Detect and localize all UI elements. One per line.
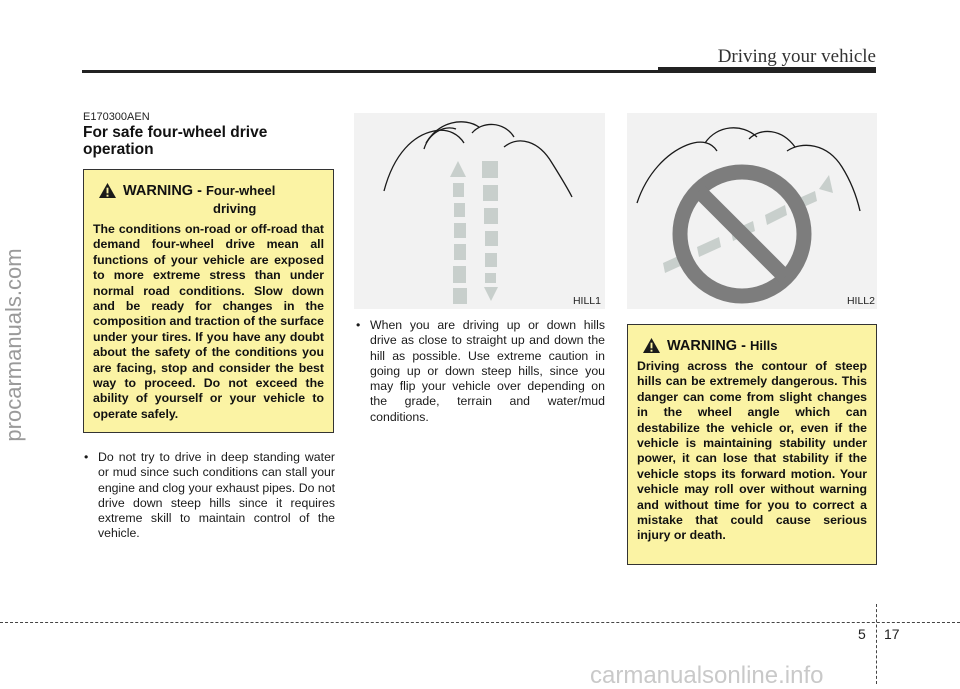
hill-climb-illustration: [354, 113, 605, 309]
page-number: 17: [884, 626, 900, 642]
hill-traverse-prohibited-illustration: [627, 113, 877, 309]
bullet-text: Do not try to drive in deep standing water or mud since such conditions can stall your engine and clog your exhaust pipes. Do not drive down steep hills since it requires extreme skill to maintain control of the vehicle.: [98, 450, 335, 541]
warning-subject-line2: [93, 200, 324, 218]
warning-box-four-wheel: [83, 169, 334, 433]
warning-header: [637, 337, 867, 355]
warning-header: [93, 182, 324, 200]
side-watermark: procarmanuals.com: [1, 248, 26, 442]
bullet-marker: •: [84, 450, 89, 464]
warning-box-hills: [627, 324, 877, 565]
warning-title: [123, 182, 275, 200]
warning-body: Driving across the contour of steep hills can be extremely dangerous. This danger can come from slight changes in the wheel angle which can destabilize the vehicle or, even if the vehicle is maintaining stability under power, it can lose that stability if the vehicle stops its forward motion. Your vehicle may roll over without warning and without time for you to correct a mistake that could cause serious injury or death.: [637, 359, 867, 543]
bullet-marker: •: [356, 318, 361, 332]
warning-body: The conditions on-road or off-road that demand four-wheel drive mean all functions of your vehicle are exposed to more extreme stress than under normal road conditions. Slow down and be ready for changes in the composition and traction of the surface under your tires. If you have any doubt about the safety of the conditions you are facing, stop and consider the best way to proceed. Do not exceed the ability of yourself or your vehicle to operate safely.: [93, 222, 324, 421]
warning-subject: Hills: [749, 338, 778, 353]
footer-rule: [0, 622, 960, 623]
section-code: E170300AEN: [83, 111, 150, 123]
footer-watermark: carmanualsonline.info: [590, 662, 824, 689]
figure-hill2: [627, 113, 877, 309]
figure-label: HILL2: [846, 295, 875, 307]
warning-triangle-icon: [98, 182, 117, 199]
bullet-deep-water: [84, 450, 335, 542]
bullet-text: When you are driving up or down hills drive as close to straight up and down the hill as possible. Use extreme caution in going up or down steep hills, since you may flip your vehicle over depending on the grade, terrain and water/mud conditions.: [370, 318, 605, 424]
warning-word: WARNING -: [667, 338, 746, 354]
figure-label: HILL1: [572, 295, 601, 307]
header-rule-thick: [658, 67, 876, 73]
warning-subject-continued: driving: [213, 201, 257, 216]
bullet-hill-driving: [356, 318, 605, 425]
warning-subject: Four-wheel: [205, 183, 276, 198]
figure-hill1: [354, 113, 605, 309]
warning-word: WARNING -: [123, 183, 202, 199]
warning-triangle-icon: [642, 337, 661, 354]
header-rule: [82, 70, 658, 73]
page-number-separator: [876, 604, 877, 684]
warning-title: [667, 337, 777, 355]
section-number: 5: [858, 626, 866, 642]
section-heading: For safe four-wheel drive operation: [83, 124, 268, 158]
page-header-title: Driving your vehicle: [717, 46, 876, 67]
